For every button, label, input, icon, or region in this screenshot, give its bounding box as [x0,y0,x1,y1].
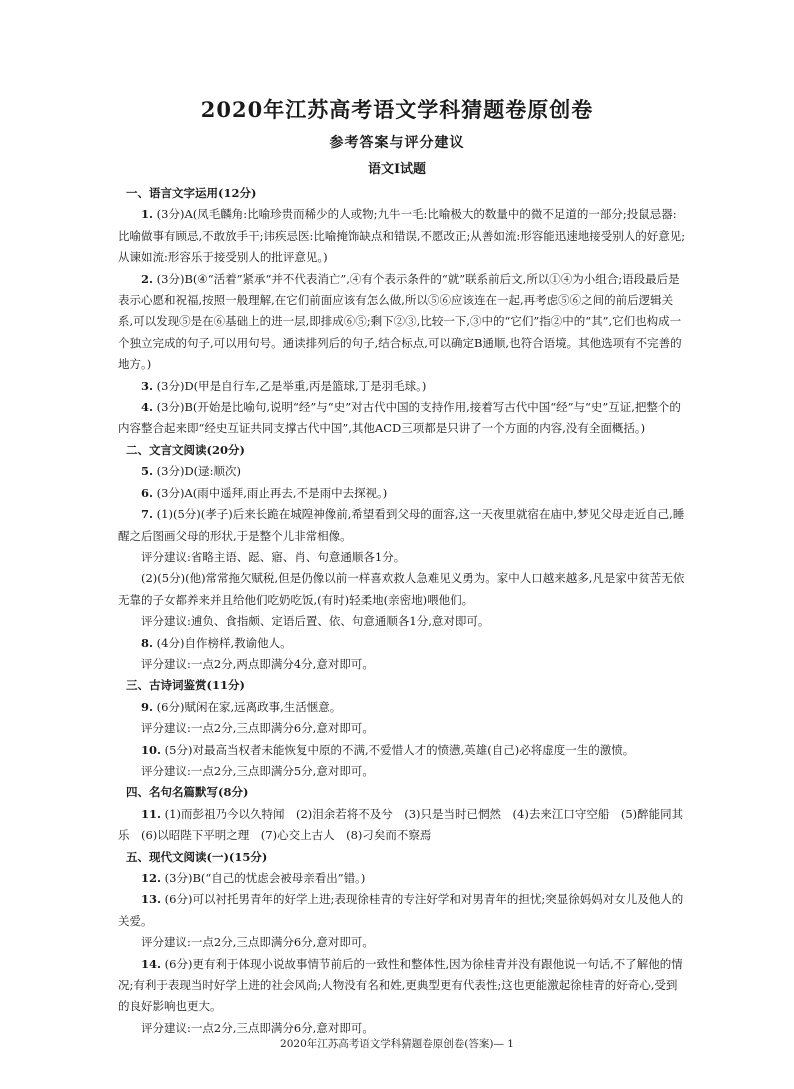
answer-item [118,204,688,268]
answer-text: (3分)B(“自己的忧虑会被母亲看出”错。) [164,871,366,885]
section-heading: 一、语言文字运用(12分) [126,186,257,200]
question-number: 6. [141,485,154,500]
answer-text: (3分)A(凤毛麟角:比喻珍贵而稀少的人或物;九牛一毛:比喻极大的数量中的微不足道的一部分;投鼠忌器:比喻做事有顾忌,不敢放手干;讳疾忌医:比喻掩饰缺点和错误,不愿改正;从善如流:形容能迅速地接受别人的好意见;从谏如流:形容乐于接受别人的批评意见。) [118,207,686,265]
question-number: 11. [141,806,162,821]
section-heading: 五、现代文阅读(一)(15分) [126,849,268,864]
answer-text: (1)(5分)(孝子)后来长跪在城隍神像前,希望看到父母的面容,这一天夜里就宿在庙中,梦见父母走近自己,睡醒之后图画父母的形状,于是整个儿非常相像。 [118,507,685,543]
scoring-note: 评分建议:逋负、食指颇、定语后置、依、句意通顺各1分,意对即可。 [141,614,490,629]
question-number: 7. [141,507,154,522]
answer-body [118,183,688,1039]
answer-item [118,504,688,547]
scoring-note: (2)(5分)(他)常常拖欠赋税,但是仍像以前一样喜欢救人急难见义勇为。家中人口越来越多,凡是家中贫苦无依无靠的子女都养来并且给他们吃奶吃饭,(有时)轻柔地(亲密地)喂他们。 [118,571,685,607]
question-number: 8. [141,635,154,650]
scoring-note: 评分建议:省略主语、跽、寤、肖、句意通顺各1分。 [141,549,406,564]
question-number: 10. [141,742,162,757]
scoring-note: 评分建议:一点2分,三点即满分6分,意对即可。 [141,1020,374,1035]
answer-text: (4分)自作榜样,教谕他人。 [156,635,292,650]
answer-text: (6分)更有利于体现小说故事情节前后的一致性和整体性,因为徐桂青并没有跟他说一句话,不了解他的情况;有利于表现当时好学上进的社会风尚;人物没有名和姓,更典型更有代表性;这也更能激起徐桂青的好奇心,受到的良好影响也更大。 [118,956,683,1014]
answer-text: (3分)D(甲是自行车,乙是举重,丙是篮球,丁是羽毛球。) [156,378,427,393]
scoring-note: 评分建议:一点2分,三点即满分6分,意对即可。 [141,721,374,736]
answer-item [118,461,688,482]
answer-text: (6分)可以衬托男青年的好学上进;表现徐桂青的专注好学和对男青年的担忧;突显徐妈妈对女儿及他人的关爱。 [118,892,684,928]
answer-item [118,483,688,504]
answer-text: (6分)赋闲在家,远离政事,生活惬意。 [156,699,342,714]
section-heading: 四、名句名篇默写(8分) [126,785,249,800]
scoring-note: 评分建议:一点2分,三点即满分6分,意对即可。 [141,935,374,950]
question-number: 13. [141,892,162,907]
question-number: 14. [141,956,162,971]
question-number: 12. [141,871,162,885]
question-number: 5. [141,464,154,479]
answer-item [118,889,688,932]
answer-item [118,397,688,440]
question-number: 9. [141,699,154,714]
answer-item [118,376,688,397]
answer-item [118,804,688,847]
answer-item [118,740,688,761]
page-footer: 2020年江苏高考语文学科猜题卷原创卷(答案)— 1 [280,1038,514,1050]
answer-text: (1)而彭祖乃今以久特闻 (2)泪余若将不及兮 (3)只是当时已惘然 (4)去来江口守空船 (5)醉能同其乐 (6)以昭陛下平明之理 (7)心交上古人 (8)刁矣而不察焉 [118,806,684,843]
paper-label: 语文Ⅰ试题 [367,162,427,177]
answer-item [118,633,688,654]
page-title: 2020年江苏高考语文学科猜题卷原创卷 [200,97,594,122]
page-subtitle: 参考答案与评分建议 [329,135,465,151]
answer-item [118,868,688,889]
scoring-note: 评分建议:一点2分,三点即满分5分,意对即可。 [141,763,374,778]
answer-text: (3分)B(开始是比喻句,说明“经”与“史”对古代中国的支持作用,接着写古代中国“经”与“史”互证,把整个的内容整合起来即“经史互证共同支撑古代中国”,其他ACD三项都是只讲了一个方面的内容,没有全面概括。) [118,400,681,436]
answer-text: (3分)B(④“活着”紧承“并不代表消亡”,④有个表示条件的“就”联系前后文,所以①④为小组合;语段最后是表示心愿和祝福,按照一般理解,在它们前面应该有怎么做,所以⑤⑥应该连在一起,再考虑⑤⑥之间的前后逻辑关系,可以发现⑤是在⑥基础上的进一层,即排成⑥⑤;剩下②③,比较一下,③中的“它们”指②中的“其”,它们也构成一个独立完成的句子,可以用句号。通读排列后的句子,结合标点,可以确定B通顺,也符合语境。其他选项有不完善的地方。) [118,271,682,372]
section-heading: 二、文言文阅读(20分) [126,442,245,457]
answer-item [118,697,688,718]
question-number: 3. [141,378,154,393]
answer-text: (5分)对最高当权者未能恢复中原的不满,不爱惜人才的愤懑,英雄(自己)必将虚度一生的激愤。 [164,742,635,757]
answer-item [118,954,688,1018]
answer-text: (3分)A(雨中遥拜,雨止再去,不是雨中去探视。) [156,485,388,500]
scoring-note: 评分建议:一点2分,两点即满分4分,意对即可。 [141,656,374,671]
question-number: 2. [141,271,154,286]
answer-item [118,269,688,376]
question-number: 4. [141,400,154,415]
section-heading: 三、古诗词鉴赏(11分) [126,678,245,693]
answer-text: (3分)D(逯:顺次) [156,464,242,479]
question-number: 1. [141,207,154,222]
